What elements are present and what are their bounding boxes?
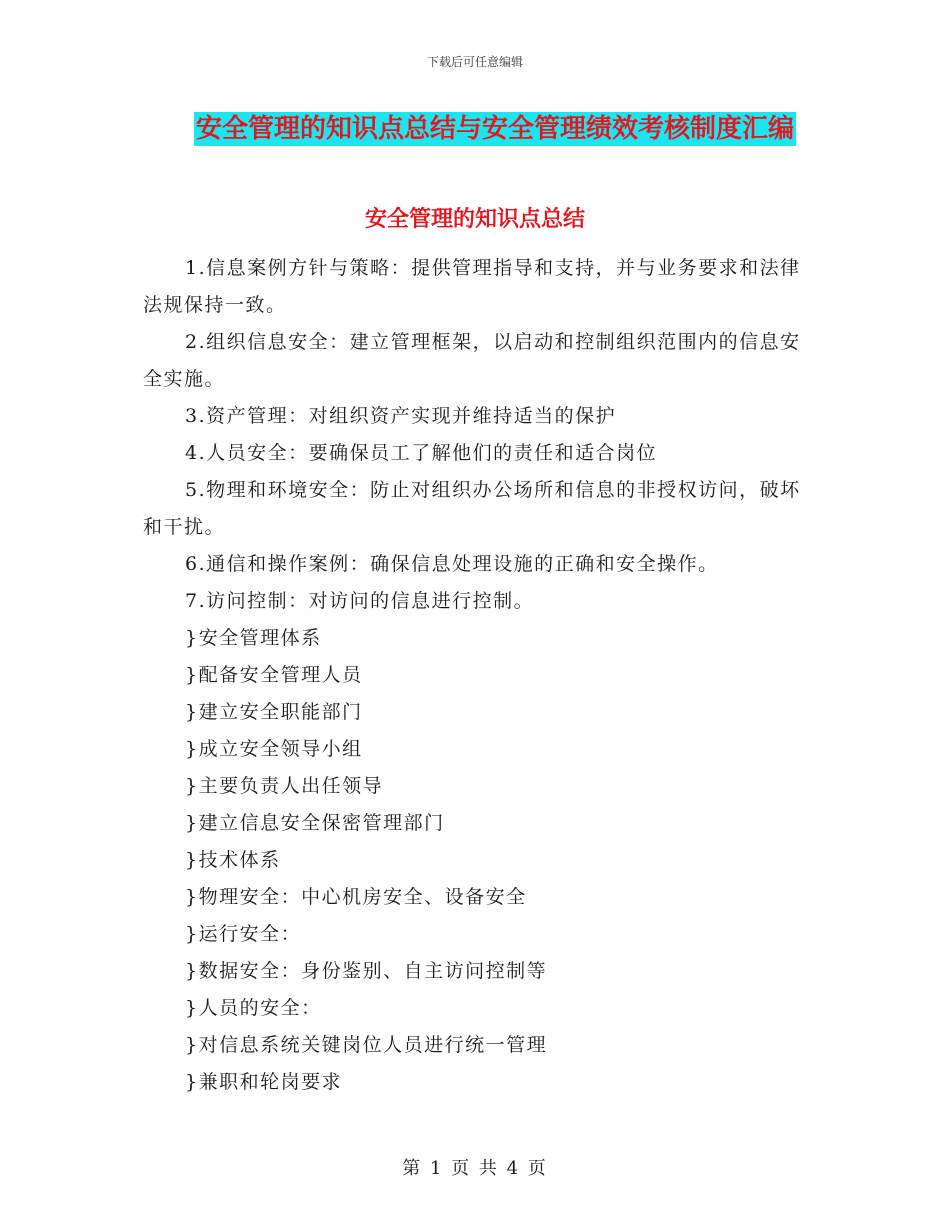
- paragraph: 7.访问控制：对访问的信息进行控制。: [185, 590, 535, 612]
- list-item: }人员的安全：: [185, 997, 322, 1019]
- list-item: }数据安全：身份鉴别、自主访问控制等: [185, 960, 548, 982]
- list-item: }对信息系统关键岗位人员进行统一管理: [185, 1034, 548, 1056]
- paragraph: 3.资产管理：对组织资产实现并维持适当的保护: [185, 405, 617, 427]
- document-title: 安全管理的知识点总结与安全管理绩效考核制度汇编: [196, 114, 795, 144]
- paragraph: 5.物理和环境安全：防止对组织办公场所和信息的非授权访问，破坏和干扰。: [143, 479, 801, 538]
- list-item: }建立安全职能部门: [185, 701, 363, 723]
- paragraph: 6.通信和操作案例：确保信息处理设施的正确和安全操作。: [185, 553, 719, 575]
- list-item: }运行安全：: [185, 923, 302, 945]
- paragraph: 2.组织信息安全：建立管理框架，以启动和控制组织范围内的信息安全实施。: [143, 331, 801, 390]
- list-item: }配备安全管理人员: [185, 664, 363, 686]
- list-item: }安全管理体系: [185, 627, 322, 649]
- document-body: [143, 250, 803, 1101]
- section-title: 安全管理的知识点总结: [364, 207, 585, 232]
- paragraph: 4.人员安全：要确保员工了解他们的责任和适合岗位: [185, 442, 658, 464]
- list-item: }建立信息安全保密管理部门: [185, 812, 445, 834]
- list-item: }成立安全领导小组: [185, 738, 363, 760]
- list-item: }技术体系: [185, 849, 281, 871]
- list-item: }主要负责人出任领导: [185, 775, 384, 797]
- list-item: }物理安全：中心机房安全、设备安全: [185, 886, 527, 908]
- page-footer: 第 1 页 共 4 页: [402, 1158, 548, 1179]
- list-item: }兼职和轮岗要求: [185, 1071, 343, 1093]
- header-note: 下载后可任意编辑: [426, 55, 523, 69]
- paragraph: 1.信息案例方针与策略：提供管理指导和支持，并与业务要求和法律法规保持一致。: [143, 257, 801, 316]
